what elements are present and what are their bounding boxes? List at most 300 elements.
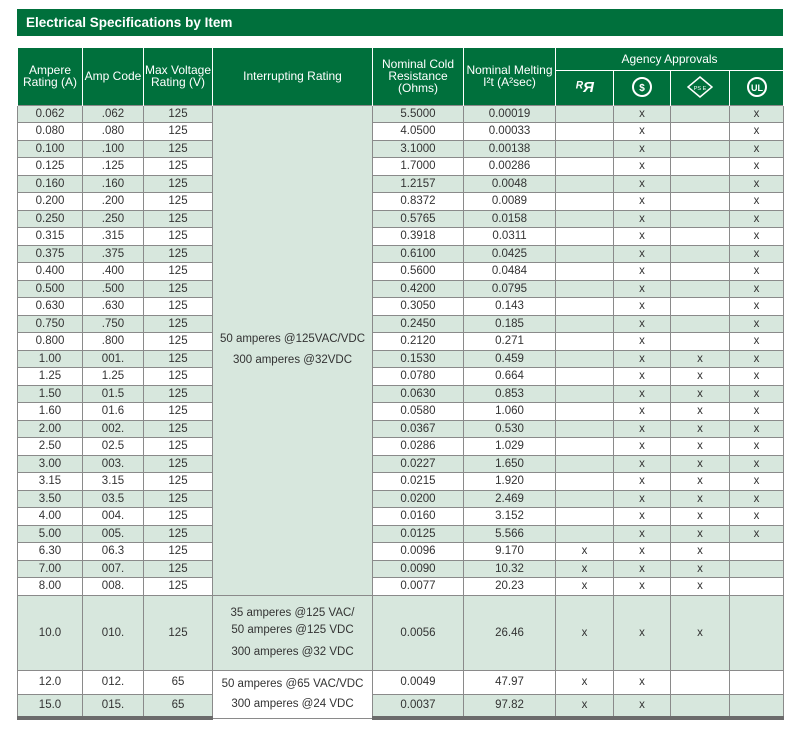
max-voltage: 65 [144,694,213,718]
pse-approval [671,694,730,718]
ur-approval [556,473,614,491]
amp-code: 015. [83,694,144,718]
ul-approval: x [730,158,784,176]
max-voltage: 125 [144,193,213,211]
csa-approval: x [614,175,671,193]
csa-approval: x [614,670,671,694]
pse-approval: x [671,350,730,368]
table-row [18,403,784,421]
ampere-rating: 4.00 [18,508,83,526]
cold-resistance: 0.3918 [373,228,464,246]
melting-i2t: 9.170 [464,543,556,561]
melting-i2t: 0.00138 [464,140,556,158]
ul-listed-icon [730,70,784,105]
ul-approval: x [730,280,784,298]
csa-approval: x [614,455,671,473]
ul-approval [730,578,784,596]
ur-approval [556,105,614,123]
cold-resistance: 0.0160 [373,508,464,526]
max-voltage: 125 [144,333,213,351]
max-voltage: 125 [144,455,213,473]
melting-i2t: 0.0484 [464,263,556,281]
csa-approval: x [614,490,671,508]
amp-code: .062 [83,105,144,123]
max-voltage: 125 [144,368,213,386]
amp-code: 012. [83,670,144,694]
amp-code: .100 [83,140,144,158]
ampere-rating: 12.0 [18,670,83,694]
melting-i2t: 26.46 [464,595,556,670]
ul-approval: x [730,333,784,351]
ur-approval [556,193,614,211]
melting-i2t: 3.152 [464,508,556,526]
melting-i2t: 0.0158 [464,210,556,228]
csa-approval: x [614,333,671,351]
melting-i2t: 0.0089 [464,193,556,211]
table-row [18,578,784,596]
melting-i2t: 0.00286 [464,158,556,176]
header-max-voltage: Max Voltage Rating (V) [144,48,213,105]
melting-i2t: 1.650 [464,455,556,473]
ul-approval [730,595,784,670]
melting-i2t: 1.060 [464,403,556,421]
cold-resistance: 0.0367 [373,420,464,438]
svg-text:$: $ [639,82,645,94]
table-row [18,298,784,316]
melting-i2t: 0.664 [464,368,556,386]
ur-approval [556,350,614,368]
cold-resistance: 0.0630 [373,385,464,403]
ur-approval [556,403,614,421]
csa-approval: x [614,438,671,456]
interrupting-rating-line: 50 amperes @125 VDC [231,623,354,636]
csa-approval: x [614,280,671,298]
pse-approval: x [671,368,730,386]
amp-code: 3.15 [83,473,144,491]
max-voltage: 125 [144,420,213,438]
melting-i2t: 1.920 [464,473,556,491]
interrupting-rating-cell [213,595,373,670]
ur-approval [556,455,614,473]
ur-approval [556,385,614,403]
ur-approval [556,228,614,246]
pse-approval [671,315,730,333]
ur-approval: x [556,578,614,596]
pse-approval [671,298,730,316]
ul-approval: x [730,315,784,333]
melting-i2t: 10.32 [464,560,556,578]
csa-approval: x [614,543,671,561]
ur-approval: x [556,670,614,694]
amp-code: 03.5 [83,490,144,508]
pse-approval [671,245,730,263]
pse-approval: x [671,543,730,561]
table-row [18,438,784,456]
amp-code: .800 [83,333,144,351]
amp-code: .315 [83,228,144,246]
ampere-rating: 15.0 [18,694,83,718]
specifications-table [17,48,784,720]
table-row [18,210,784,228]
max-voltage: 125 [144,280,213,298]
ur-approval [556,438,614,456]
svg-text:UL: UL [750,82,763,93]
ampere-rating: 6.30 [18,543,83,561]
cold-resistance: 0.6100 [373,245,464,263]
max-voltage: 125 [144,245,213,263]
table-row [18,508,784,526]
csa-approval: x [614,140,671,158]
csa-approval: x [614,385,671,403]
cold-resistance: 0.0037 [373,694,464,718]
max-voltage: 125 [144,140,213,158]
csa-approval: x [614,403,671,421]
melting-i2t: 1.029 [464,438,556,456]
pse-approval [671,670,730,694]
amp-code: .160 [83,175,144,193]
pse-approval: x [671,473,730,491]
ul-approval: x [730,228,784,246]
ul-approval [730,670,784,694]
ampere-rating: 1.50 [18,385,83,403]
ampere-rating: 3.00 [18,455,83,473]
csa-approval: x [614,420,671,438]
ampere-rating: 0.100 [18,140,83,158]
csa-approval: x [614,263,671,281]
csa-approval: x [614,193,671,211]
pse-approval: x [671,438,730,456]
pse-approval [671,193,730,211]
ul-approval [730,560,784,578]
cold-resistance: 0.4200 [373,280,464,298]
ampere-rating: 0.125 [18,158,83,176]
table-row [18,385,784,403]
ul-approval: x [730,473,784,491]
max-voltage: 125 [144,595,213,670]
ampere-rating: 0.080 [18,123,83,141]
ur-approval [556,420,614,438]
csa-approval: x [614,158,671,176]
ampere-rating: 7.00 [18,560,83,578]
melting-i2t: 5.566 [464,525,556,543]
ur-approval [556,158,614,176]
cold-resistance: 3.1000 [373,140,464,158]
amp-code: .200 [83,193,144,211]
amp-code: 004. [83,508,144,526]
pse-approval [671,263,730,281]
cold-resistance: 0.3050 [373,298,464,316]
interrupting-rating-line: 50 amperes @65 VAC/VDC [221,677,364,690]
ur-recognized-icon: ᴿЯ [556,70,614,105]
cold-resistance: 0.1530 [373,350,464,368]
pse-approval: x [671,508,730,526]
cold-resistance: 0.0580 [373,403,464,421]
melting-i2t: 47.97 [464,670,556,694]
cold-resistance: 0.0096 [373,543,464,561]
cold-resistance: 1.2157 [373,175,464,193]
table-row [18,490,784,508]
csa-approval: x [614,105,671,123]
ur-approval [556,123,614,141]
max-voltage: 125 [144,105,213,123]
table-row [18,473,784,491]
ul-approval: x [730,368,784,386]
cold-resistance: 0.0125 [373,525,464,543]
ampere-rating: 2.00 [18,420,83,438]
ur-approval [556,140,614,158]
table-row [18,158,784,176]
ur-approval [556,508,614,526]
max-voltage: 125 [144,210,213,228]
pse-approval [671,158,730,176]
max-voltage: 125 [144,578,213,596]
melting-i2t: 0.185 [464,315,556,333]
ul-approval: x [730,193,784,211]
amp-code: 002. [83,420,144,438]
ul-approval: x [730,403,784,421]
ul-approval: x [730,508,784,526]
melting-i2t: 0.530 [464,420,556,438]
melting-i2t: 0.853 [464,385,556,403]
ur-approval [556,263,614,281]
table-row [18,245,784,263]
amp-code: .500 [83,280,144,298]
melting-i2t: 0.0795 [464,280,556,298]
cold-resistance: 0.2450 [373,315,464,333]
table-row [18,543,784,561]
amp-code: 01.5 [83,385,144,403]
cold-resistance: 0.2120 [373,333,464,351]
pse-approval [671,123,730,141]
cold-resistance: 1.7000 [373,158,464,176]
cold-resistance: 5.5000 [373,105,464,123]
ampere-rating: 0.160 [18,175,83,193]
interrupting-rating-cell [213,105,373,595]
cold-resistance: 0.0056 [373,595,464,670]
amp-code: 008. [83,578,144,596]
max-voltage: 125 [144,438,213,456]
cold-resistance: 0.5600 [373,263,464,281]
csa-approval: x [614,350,671,368]
ul-approval: x [730,105,784,123]
max-voltage: 125 [144,543,213,561]
table-row [18,350,784,368]
ul-approval: x [730,385,784,403]
pse-approval: x [671,403,730,421]
pse-label: PS E [693,85,707,92]
cold-resistance: 4.0500 [373,123,464,141]
section-title: Electrical Specifications by Item [17,9,783,36]
ul-approval: x [730,420,784,438]
table-row [18,228,784,246]
interrupting-rating-line: 50 amperes @125VAC/VDC [219,333,366,345]
csa-approval: x [614,315,671,333]
ampere-rating: 10.0 [18,595,83,670]
pse-approval [671,105,730,123]
ampere-rating: 0.315 [18,228,83,246]
melting-i2t: 0.0311 [464,228,556,246]
table-row [18,105,784,123]
cold-resistance: 0.0227 [373,455,464,473]
csa-approval: x [614,368,671,386]
csa-approval: x [614,694,671,718]
csa-approval: x [614,298,671,316]
table-row [18,595,784,670]
interrupting-rating-line: 300 amperes @32VDC [232,354,353,366]
pse-approval: x [671,420,730,438]
ul-approval: x [730,245,784,263]
max-voltage: 125 [144,298,213,316]
csa-approval: x [614,525,671,543]
ul-approval: x [730,525,784,543]
pse-approval: x [671,578,730,596]
ampere-rating: 0.800 [18,333,83,351]
melting-i2t: 0.0425 [464,245,556,263]
ul-approval: x [730,123,784,141]
max-voltage: 125 [144,473,213,491]
table-row [18,280,784,298]
max-voltage: 125 [144,158,213,176]
ul-approval: x [730,455,784,473]
table-row [18,123,784,141]
melting-i2t: 20.23 [464,578,556,596]
pse-approval: x [671,385,730,403]
csa-approval: x [614,228,671,246]
amp-code: .630 [83,298,144,316]
ul-approval: x [730,438,784,456]
interrupting-rating-line: 35 amperes @125 VAC/ [230,606,355,619]
max-voltage: 125 [144,525,213,543]
header-ampere-rating: Ampere Rating (A) [18,48,83,105]
ul-approval: x [730,263,784,281]
ur-approval [556,490,614,508]
max-voltage: 125 [144,228,213,246]
ampere-rating: 0.630 [18,298,83,316]
ampere-rating: 0.400 [18,263,83,281]
table-row [18,140,784,158]
ur-approval [556,333,614,351]
header-agency-approvals: Agency Approvals [556,48,784,70]
csa-approval: x [614,560,671,578]
max-voltage: 125 [144,175,213,193]
ur-approval [556,280,614,298]
ampere-rating: 3.50 [18,490,83,508]
max-voltage: 125 [144,560,213,578]
amp-code: .400 [83,263,144,281]
table-row [18,420,784,438]
table-row [18,175,784,193]
cold-resistance: 0.8372 [373,193,464,211]
melting-i2t: 0.0048 [464,175,556,193]
amp-code: .080 [83,123,144,141]
table-row [18,333,784,351]
pse-approval [671,175,730,193]
max-voltage: 125 [144,123,213,141]
amp-code: .375 [83,245,144,263]
pse-approval: x [671,490,730,508]
melting-i2t: 0.143 [464,298,556,316]
table-row [18,560,784,578]
ampere-rating: 0.250 [18,210,83,228]
ur-approval [556,368,614,386]
ampere-rating: 1.25 [18,368,83,386]
csa-approval: x [614,595,671,670]
max-voltage: 125 [144,403,213,421]
interrupting-rating-line: 300 amperes @32 VDC [231,645,354,658]
max-voltage: 65 [144,670,213,694]
amp-code: 005. [83,525,144,543]
pse-approval [671,280,730,298]
amp-code: 01.6 [83,403,144,421]
ur-approval: x [556,543,614,561]
ampere-rating: 0.500 [18,280,83,298]
ur-approval [556,245,614,263]
table-row [18,670,784,694]
amp-code: 010. [83,595,144,670]
amp-code: 02.5 [83,438,144,456]
ul-approval [730,694,784,718]
max-voltage: 125 [144,490,213,508]
ur-approval [556,210,614,228]
cold-resistance: 0.0200 [373,490,464,508]
amp-code: 001. [83,350,144,368]
ul-approval: x [730,298,784,316]
amp-code: 007. [83,560,144,578]
table-row [18,525,784,543]
csa-icon [614,70,671,105]
ul-approval: x [730,175,784,193]
amp-code: 003. [83,455,144,473]
ampere-rating: 0.062 [18,105,83,123]
max-voltage: 125 [144,385,213,403]
pse-approval: x [671,525,730,543]
interrupting-rating-cell [213,670,373,718]
ur-approval: x [556,560,614,578]
table-row [18,455,784,473]
csa-approval: x [614,578,671,596]
pse-approval [671,228,730,246]
table-row [18,263,784,281]
ur-approval [556,175,614,193]
melting-i2t: 0.00033 [464,123,556,141]
ampere-rating: 2.50 [18,438,83,456]
ampere-rating: 0.750 [18,315,83,333]
header-interrupting-rating: Interrupting Rating [213,48,373,105]
ul-approval: x [730,140,784,158]
melting-i2t: 0.00019 [464,105,556,123]
csa-approval: x [614,123,671,141]
amp-code: 1.25 [83,368,144,386]
cold-resistance: 0.0286 [373,438,464,456]
pse-approval [671,210,730,228]
ul-approval: x [730,210,784,228]
amp-code: 06.3 [83,543,144,561]
cold-resistance: 0.0077 [373,578,464,596]
cold-resistance: 0.0780 [373,368,464,386]
ampere-rating: 3.15 [18,473,83,491]
cold-resistance: 0.0090 [373,560,464,578]
ur-approval: x [556,595,614,670]
pse-approval: x [671,560,730,578]
table-row [18,694,784,718]
ampere-rating: 1.00 [18,350,83,368]
ur-approval [556,298,614,316]
ampere-rating: 8.00 [18,578,83,596]
melting-i2t: 0.271 [464,333,556,351]
pse-approval [671,140,730,158]
interrupting-rating-line: 300 amperes @24 VDC [231,697,354,710]
cold-resistance: 0.0215 [373,473,464,491]
